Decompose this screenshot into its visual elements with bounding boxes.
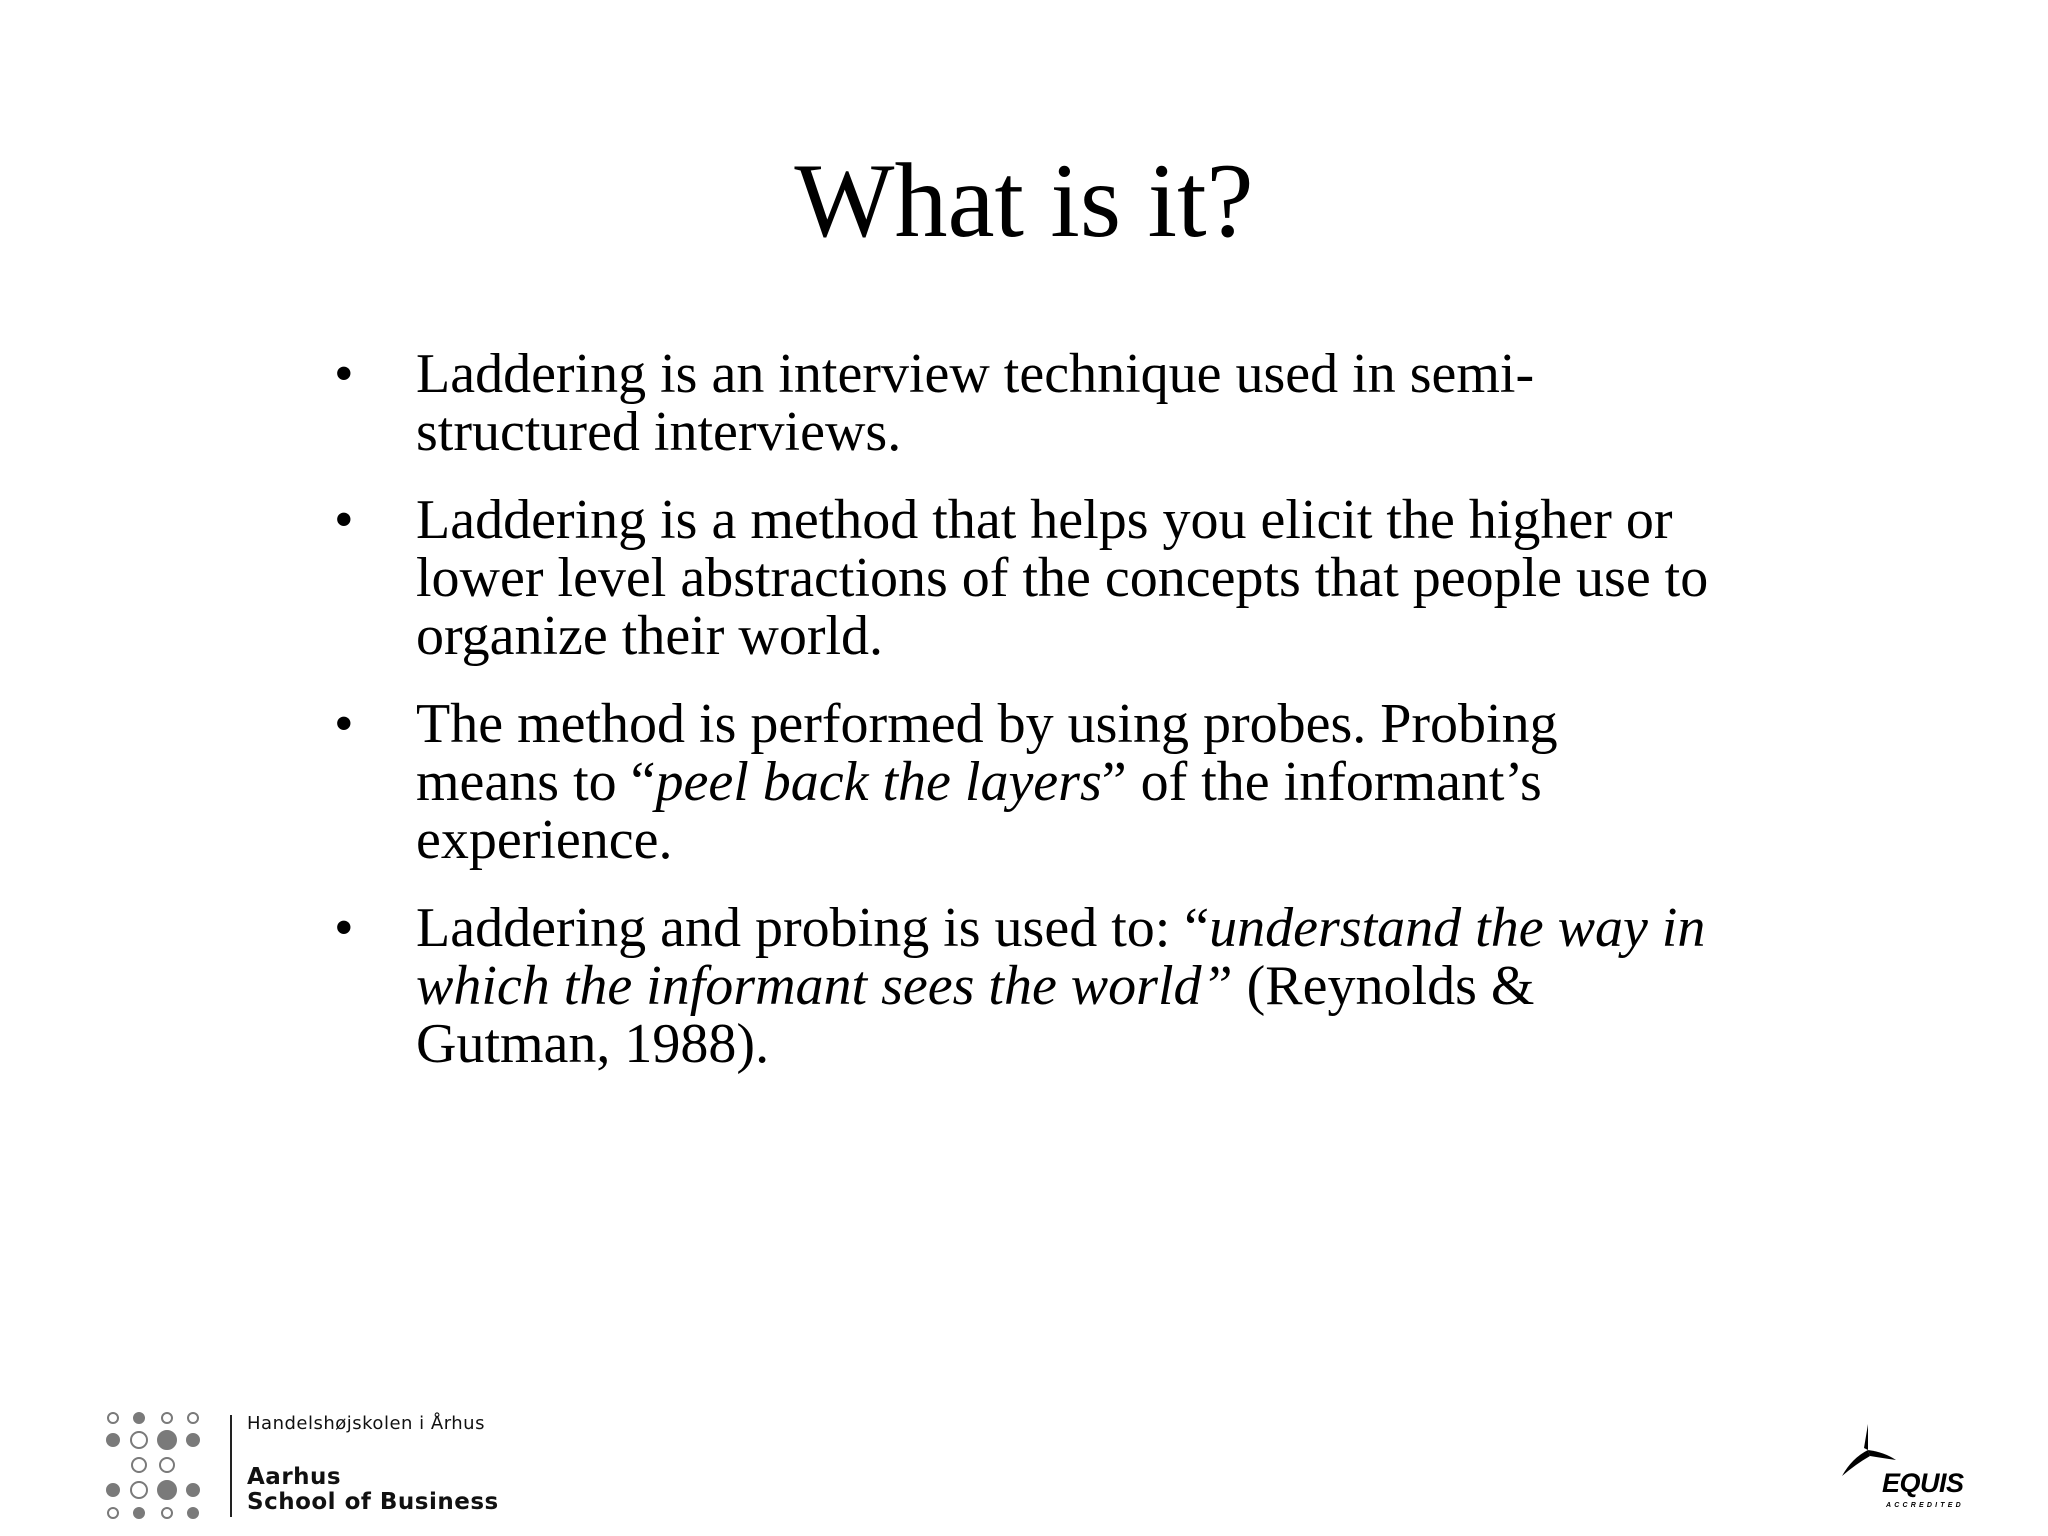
slide-title: What is it? <box>794 142 1254 259</box>
bullet-text-3-after: ” of the informant’s experience. <box>416 751 1542 871</box>
bullet-mark: • <box>334 693 354 755</box>
bullet-item-4 <box>334 899 1714 1073</box>
school-name-danish: Handelshøjskolen i Århus <box>247 1413 485 1434</box>
logo-divider <box>230 1415 232 1517</box>
bullet-list <box>334 345 1714 1103</box>
bullet-mark: • <box>334 343 354 405</box>
bullet-text-4-after: (Reynolds & Gutman, 1988). <box>416 955 1535 1075</box>
bullet-text-2: Laddering is a method that helps you elicit the higher or lower level abstractions of the concepts that people use to organize their world. <box>416 489 1709 667</box>
school-name-english-line-2: School of Business <box>247 1489 499 1515</box>
bullet-item-1 <box>334 345 1714 461</box>
bullet-text-4-before: Laddering and probing is used to: “ <box>416 897 1210 959</box>
bullet-text-1: Laddering is an interview technique used in semi- structured interviews. <box>416 343 1535 463</box>
bullet-text-4-italic: understand the way in which the informant sees the world” <box>416 897 1706 1017</box>
bullet-text-3-italic: peel back the layers <box>655 751 1102 813</box>
bullet-item-3 <box>334 695 1714 869</box>
school-name-block <box>247 1410 499 1515</box>
equis-subtitle: ACCREDITED <box>1886 1502 1964 1509</box>
bullet-mark: • <box>334 897 354 959</box>
equis-accredited-logo <box>1838 1420 1978 1520</box>
equis-name: EQUIS <box>1882 1468 1964 1498</box>
school-name-english-line-1: Aarhus <box>247 1464 342 1490</box>
bullet-text-3-before: The method is performed by using probes. Probing means to “ <box>416 693 1558 813</box>
aarhus-dots-logo-icon <box>105 1410 215 1520</box>
bullet-item-2 <box>334 491 1714 665</box>
bullet-mark: • <box>334 489 354 551</box>
